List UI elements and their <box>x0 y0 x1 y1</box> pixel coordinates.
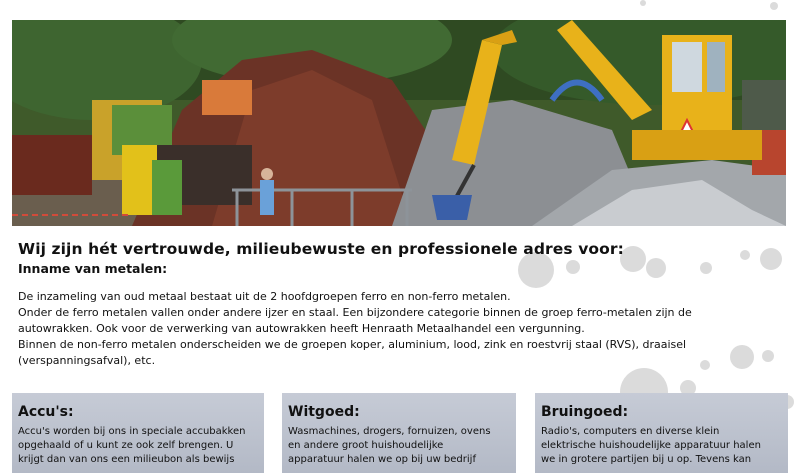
paint-splatter-decoration <box>646 258 666 278</box>
card-text <box>12 420 264 467</box>
card-text-line: krijgt dan van ons een milieubon als bewijs <box>18 454 235 465</box>
card-text-line: elektrische huishoudelijke apparatuur halen <box>541 440 761 451</box>
card-text-line: en andere groot huishoudelijke <box>288 440 444 451</box>
paint-splatter-decoration <box>740 250 750 260</box>
intro-paragraph-line: (verspanningsafval), etc. <box>18 354 156 367</box>
card-text-line: Radio's, computers en diverse klein <box>541 426 720 437</box>
intro-text <box>18 289 788 369</box>
paint-splatter-decoration <box>566 260 580 274</box>
card-title: Bruingoed: <box>541 404 629 420</box>
card-accus <box>12 393 264 473</box>
section-subheading: Inname van metalen: <box>18 261 168 276</box>
intro-paragraph-line: De inzameling van oud metaal bestaat uit de 2 hoofdgroepen ferro en non-ferro metalen. <box>18 290 511 303</box>
paint-splatter-decoration <box>700 262 712 274</box>
card-text <box>535 420 788 467</box>
card-title: Witgoed: <box>288 404 360 420</box>
card-bruingoed <box>535 393 788 473</box>
card-text-line: opgehaald of u kunt ze ook zelf brengen. U <box>18 440 234 451</box>
intro-paragraph-line: Binnen de non-ferro metalen onderscheiden we de groepen koper, aluminium, lood, zink en roestvrij staal (RVS), draaisel <box>18 338 687 351</box>
intro-paragraph-line: autowrakken. Ook voor de verwerking van autowrakken heeft Henraath Metaalhandel een vergunning. <box>18 322 585 335</box>
intro-paragraph-line: Onder de ferro metalen vallen onder andere ijzer en staal. Een bijzondere categorie binnen de groep ferro-metalen zijn de <box>18 306 692 319</box>
paint-splatter-decoration <box>640 0 646 6</box>
page-headline: Wij zijn hét vertrouwde, milieubewuste en professionele adres voor: <box>18 240 624 258</box>
card-text-line: Wasmachines, drogers, fornuizen, ovens <box>288 426 491 437</box>
paint-splatter-decoration <box>760 248 782 270</box>
scrapyard-photo <box>12 20 786 226</box>
card-witgoed <box>282 393 516 473</box>
card-text-line: Accu's worden bij ons in speciale accubakken <box>18 426 246 437</box>
card-text-line: we in grotere partijen bij u op. Tevens kan <box>541 454 752 465</box>
card-text <box>282 420 516 467</box>
paint-splatter-decoration <box>770 2 778 10</box>
card-text-line: apparatuur halen we op bij uw bedrijf <box>288 454 476 465</box>
card-title: Accu's: <box>18 404 74 420</box>
